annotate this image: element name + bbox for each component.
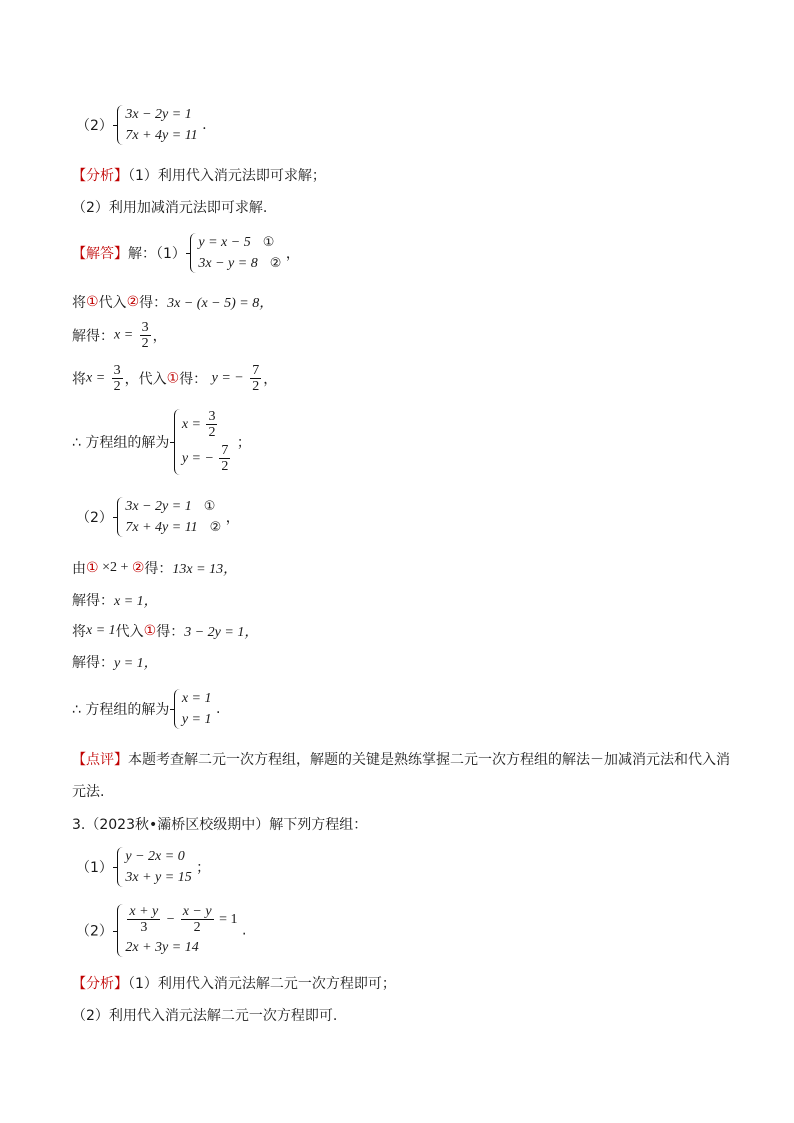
equation-system: [190, 232, 281, 274]
equation-system: x = $\frac{3}{2}$ y = − $\frac{7}{2}$: [174, 408, 233, 476]
step-line: 解得：x = $\frac{3}{2}$ ，: [72, 320, 167, 351]
fraction: $\frac{3}{2}$: [141, 320, 149, 351]
punct: ，: [285, 246, 300, 262]
problem-3-part-2: （2） $\frac{x + y}{3}$ − $\frac{x - y}{2}$ = 1 2x + 3y = 14 .: [76, 903, 246, 958]
problem-3-part-1: （1） y − 2x = 0 3x + y = 15 ；: [76, 846, 210, 888]
equation-system: 3x − 2y = 1 ① 7x + 4y = 11 ②: [117, 496, 221, 538]
answer-header: [72, 232, 300, 274]
analysis-line: 【分析】（1）利用代入消元法解二元一次方程即可；: [72, 976, 396, 992]
equation-system: $\frac{x + y}{3}$ − $\frac{x - y}{2}$ = 1 2x + 3y = 14: [117, 903, 237, 958]
comment-line: 【点评】本题考查解二元一次方程组，解题的关键是熟练掌握二元一次方程组的解法－加减消元法和代入消: [72, 752, 730, 768]
step-line: 将x = 1代入①得：3 − 2y = 1，: [72, 623, 259, 640]
equation-system: [117, 104, 197, 146]
comment-line: 元法.: [72, 784, 105, 800]
step-line: 解得：x = 1，: [72, 593, 158, 609]
analysis-tag: 【分析】: [72, 168, 128, 184]
analysis-line: （2）利用代入消元法解二元一次方程即可.: [72, 1008, 338, 1024]
step-line: 解得：y = 1，: [72, 655, 158, 671]
analysis-line: [72, 165, 326, 185]
equation: 3x − y = 8 ②: [198, 256, 282, 271]
equation-system: y − 2x = 0 3x + y = 15: [117, 846, 191, 888]
step-line: 将x = $\frac{3}{2}$ ，代入①得： y = − $\frac{7}{2}$ ，: [72, 363, 278, 394]
analysis-tag: 【分析】: [72, 976, 128, 992]
solution-line: ∴ 方程组的解为 x = 1 y = 1 .: [72, 688, 220, 730]
analysis-text: （2）利用加减消元法即可求解.: [72, 200, 268, 216]
step-line: 将①代入②得：3x − (x − 5) = 8，: [72, 294, 274, 311]
fraction: $\frac{3}{2}$: [113, 363, 121, 394]
equation-system: x = 1 y = 1: [174, 688, 212, 730]
punct: .: [202, 117, 207, 133]
equation: y = x − 5 ①: [198, 235, 275, 250]
step-line: 由① ×2 + ②得：13x = 13，: [72, 560, 238, 577]
comment-tag: 【点评】: [72, 752, 128, 768]
problem-heading: 3.（2023秋•灞桥区校级期中）解下列方程组：: [72, 817, 368, 833]
part-label: （2）: [76, 118, 113, 134]
analysis-line: [72, 197, 267, 217]
analysis-text: （1）利用代入消元法即可求解；: [128, 168, 326, 184]
answer-tag: 【解答】: [72, 246, 128, 262]
equation: 3x − 2y = 1: [125, 107, 192, 122]
fraction: $\frac{7}{2}$: [252, 363, 260, 394]
equation: 7x + 4y = 11: [125, 128, 198, 143]
solution-line: ∴ 方程组的解为 x = $\frac{3}{2}$ y = − $\frac{7}{2}$ ；: [72, 409, 251, 475]
problem-part-2: [76, 104, 207, 146]
answer-2-header: （2） 3x − 2y = 1 ① 7x + 4y = 11 ② ，: [76, 496, 240, 538]
answer-prefix: 解：（1）: [128, 246, 186, 262]
